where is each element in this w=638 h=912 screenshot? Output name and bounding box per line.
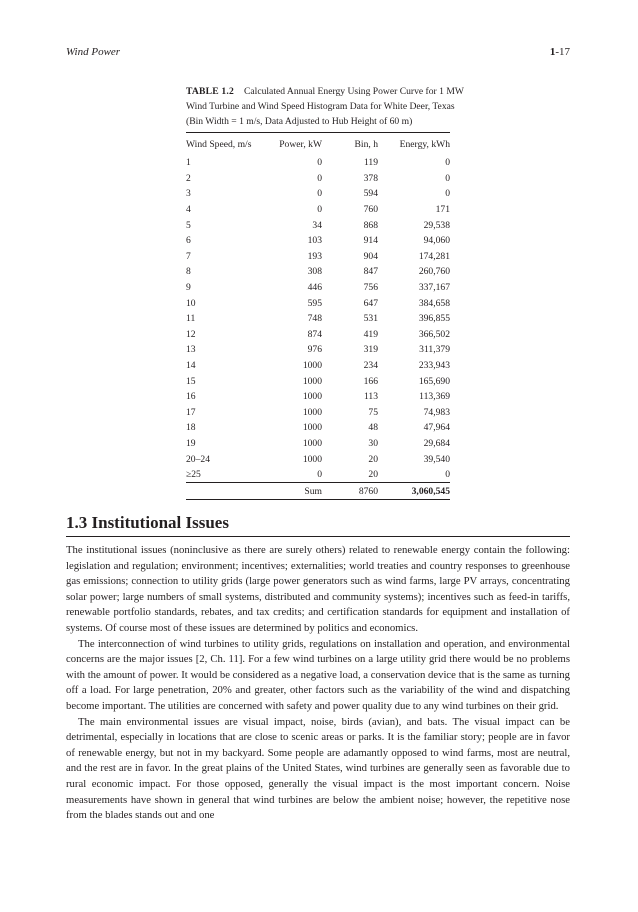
table-bottom-rule <box>186 499 450 500</box>
bin-cell: 594 <box>363 188 378 200</box>
wind-speed-cell: 15 <box>186 375 196 387</box>
wind-speed-cell: 12 <box>186 328 196 340</box>
running-head-title: Wind Power <box>66 46 121 58</box>
wind-speed-cell: 16 <box>186 391 196 403</box>
energy-cell: 384,658 <box>418 297 450 309</box>
bin-cell: 166 <box>363 375 378 387</box>
energy-cell: 29,684 <box>423 437 450 449</box>
power-cell: 1000 <box>302 422 322 434</box>
bin-cell: 756 <box>363 282 378 294</box>
wind-speed-cell: ≥25 <box>186 469 201 481</box>
bin-cell: 914 <box>363 235 378 247</box>
table-row <box>186 467 450 483</box>
table-row <box>186 451 450 467</box>
table-row <box>186 155 450 171</box>
section-body <box>66 543 570 824</box>
wind-speed-cell: 10 <box>186 297 196 309</box>
bin-cell: 319 <box>363 344 378 356</box>
energy-cell: 0 <box>445 172 450 184</box>
table-row <box>186 264 450 280</box>
power-cell: 1000 <box>302 391 322 403</box>
bin-cell: 531 <box>363 313 378 325</box>
table-row <box>186 389 450 405</box>
energy-cell: 0 <box>445 469 450 481</box>
table-row <box>186 420 450 436</box>
sum-label: Sum <box>304 485 322 497</box>
wind-speed-cell: 9 <box>186 282 191 294</box>
wind-speed-cell: 17 <box>186 406 196 418</box>
table-row <box>186 436 450 452</box>
bin-cell: 48 <box>368 422 378 434</box>
power-cell: 1000 <box>302 360 322 372</box>
energy-cell: 260,760 <box>418 266 450 278</box>
table-row <box>186 186 450 202</box>
bin-cell: 419 <box>363 328 378 340</box>
power-cell: 0 <box>317 172 322 184</box>
running-head <box>66 46 570 62</box>
power-cell: 748 <box>307 313 322 325</box>
wind-speed-cell: 4 <box>186 204 191 216</box>
energy-cell: 0 <box>445 157 450 169</box>
table-row <box>186 311 450 327</box>
power-cell: 0 <box>317 204 322 216</box>
power-cell: 976 <box>307 344 322 356</box>
table-row <box>186 280 450 296</box>
wind-speed-cell: 14 <box>186 360 196 372</box>
energy-cell: 39,540 <box>423 453 450 465</box>
sum-blank <box>186 483 266 499</box>
table-row <box>186 233 450 249</box>
energy-cell: 0 <box>445 188 450 200</box>
sum-hours: 8760 <box>358 485 378 497</box>
wind-speed-cell: 5 <box>186 219 191 231</box>
bin-cell: 647 <box>363 297 378 309</box>
energy-cell: 396,855 <box>418 313 450 325</box>
energy-cell: 233,943 <box>418 360 450 372</box>
table-1-2 <box>186 84 464 500</box>
page-number <box>550 46 570 58</box>
table-caption-text: Calculated Annual Energy Using Power Curve for 1 MW Wind Turbine and Wind Speed Histogram Data for White Deer, Texas (Bin Width = 1 m/s, Data Adjusted to Hub Height of 60 m) <box>186 86 464 127</box>
energy-cell: 47,964 <box>423 422 450 434</box>
power-cell: 308 <box>307 266 322 278</box>
table-row <box>186 217 450 233</box>
table-row <box>186 327 450 343</box>
power-cell: 595 <box>307 297 322 309</box>
power-cell: 103 <box>307 235 322 247</box>
bin-cell: 760 <box>363 204 378 216</box>
power-cell: 0 <box>317 157 322 169</box>
wind-speed-cell: 7 <box>186 250 191 262</box>
energy-cell: 337,167 <box>418 282 450 294</box>
page-number-page: -17 <box>555 46 570 58</box>
wind-speed-cell: 13 <box>186 344 196 356</box>
bin-cell: 20 <box>368 453 378 465</box>
wind-speed-cell: 18 <box>186 422 196 434</box>
power-cell: 193 <box>307 250 322 262</box>
power-cell: 874 <box>307 328 322 340</box>
energy-cell: 174,281 <box>418 250 450 262</box>
bin-cell: 20 <box>368 469 378 481</box>
paragraph-2: The interconnection of wind turbines to utility grids, regulations on installation and operation, and environmental concerns are the major issues [2, Ch. 11]. For a few wind turbines on a large utility grid there would be no problems with the amount of power. It would be considered as a negative load, a conservation device that is the same as turning off a load. For large penetration, 20% and greater, other factors such as the variability of the wind and dispatching become important. The utilities are concerned with safety and power quality due to any wind turbines on their grid. <box>66 637 570 712</box>
power-cell: 0 <box>317 469 322 481</box>
sum-table <box>186 483 450 499</box>
bin-cell: 904 <box>363 250 378 262</box>
paragraph-3: The main environmental issues are visual impact, noise, birds (avian), and bats. The visual impact can be detrimental, especially in locations that are close to scenic areas or parks. It is the familiar story; people are in favor of renewable energy, but not in my backyard. Some people are adamantly opposed to wind farms, most are neutral, and the rest are in favor. In the great plains of the United States, wind turbines are generally seen as favorable due to rural economic impact. For those opposed, generally the visual impact is the most important concern. Noise measurements have shown in general that wind turbines are below the ambient noise; however, the repetitive nose from the blades stands out and one <box>66 715 570 822</box>
table-caption <box>186 84 466 129</box>
column-header-wind-speed: Wind Speed, m/s <box>186 138 252 150</box>
wind-speed-cell: 2 <box>186 172 191 184</box>
power-cell: 446 <box>307 282 322 294</box>
table-row <box>186 373 450 389</box>
energy-cell: 366,502 <box>418 328 450 340</box>
wind-speed-cell: 20–24 <box>186 453 210 465</box>
energy-cell: 74,983 <box>423 406 450 418</box>
wind-speed-cell: 1 <box>186 157 191 169</box>
energy-cell: 94,060 <box>423 235 450 247</box>
wind-speed-cell: 19 <box>186 437 196 449</box>
paragraph-1: The institutional issues (noninclusive as there are surely others) related to renewable energy contain the following: legislation and regulation; environment; incentives; externalities; world treaties and country responses to greenhouse gas emissions; connection to utility grids (large power generators such as wind farms, large PV arrays, concentrating solar power; large numbers of small systems, distributed and community systems); incentives such as feed-in tariffs, renewable portfolio standards, rebates, and tax credits; and certification standards for equipment and installation of systems. Of course most of these issues are determined by politics and economics. <box>66 544 570 634</box>
bin-cell: 119 <box>363 157 378 169</box>
power-cell: 1000 <box>302 406 322 418</box>
table-row <box>186 171 450 187</box>
table-row <box>186 295 450 311</box>
section-heading: 1.3 Institutional Issues <box>66 513 570 537</box>
column-header-energy: Energy, kWh <box>399 138 450 150</box>
energy-cell: 29,538 <box>423 219 450 231</box>
table-row <box>186 405 450 421</box>
bin-cell: 30 <box>368 437 378 449</box>
energy-cell: 171 <box>435 204 450 216</box>
table-row <box>186 358 450 374</box>
table-row <box>186 249 450 265</box>
table-row <box>186 202 450 218</box>
energy-cell: 113,369 <box>419 391 450 403</box>
power-cell: 1000 <box>302 375 322 387</box>
column-header-power: Power, kW <box>279 138 322 150</box>
table-body <box>186 155 450 482</box>
power-cell: 34 <box>312 219 322 231</box>
table-label: TABLE 1.2 <box>186 86 235 97</box>
section-1-3 <box>66 513 570 537</box>
wind-speed-cell: 11 <box>186 313 196 325</box>
bin-cell: 847 <box>363 266 378 278</box>
table-header-row <box>186 133 450 155</box>
bin-cell: 113 <box>363 391 378 403</box>
bin-cell: 75 <box>368 406 378 418</box>
column-header-bin: Bin, h <box>354 138 378 150</box>
bin-cell: 234 <box>363 360 378 372</box>
sum-row <box>186 483 450 499</box>
wind-speed-cell: 3 <box>186 188 191 200</box>
power-cell: 0 <box>317 188 322 200</box>
sum-energy: 3,060,545 <box>411 485 450 497</box>
power-cell: 1000 <box>302 453 322 465</box>
wind-speed-cell: 6 <box>186 235 191 247</box>
wind-speed-cell: 8 <box>186 266 191 278</box>
bin-cell: 378 <box>363 172 378 184</box>
data-table <box>186 133 450 482</box>
power-cell: 1000 <box>302 437 322 449</box>
bin-cell: 868 <box>363 219 378 231</box>
energy-cell: 165,690 <box>418 375 450 387</box>
energy-cell: 311,379 <box>419 344 450 356</box>
page-number-chapter: 1 <box>549 46 556 58</box>
table-row <box>186 342 450 358</box>
